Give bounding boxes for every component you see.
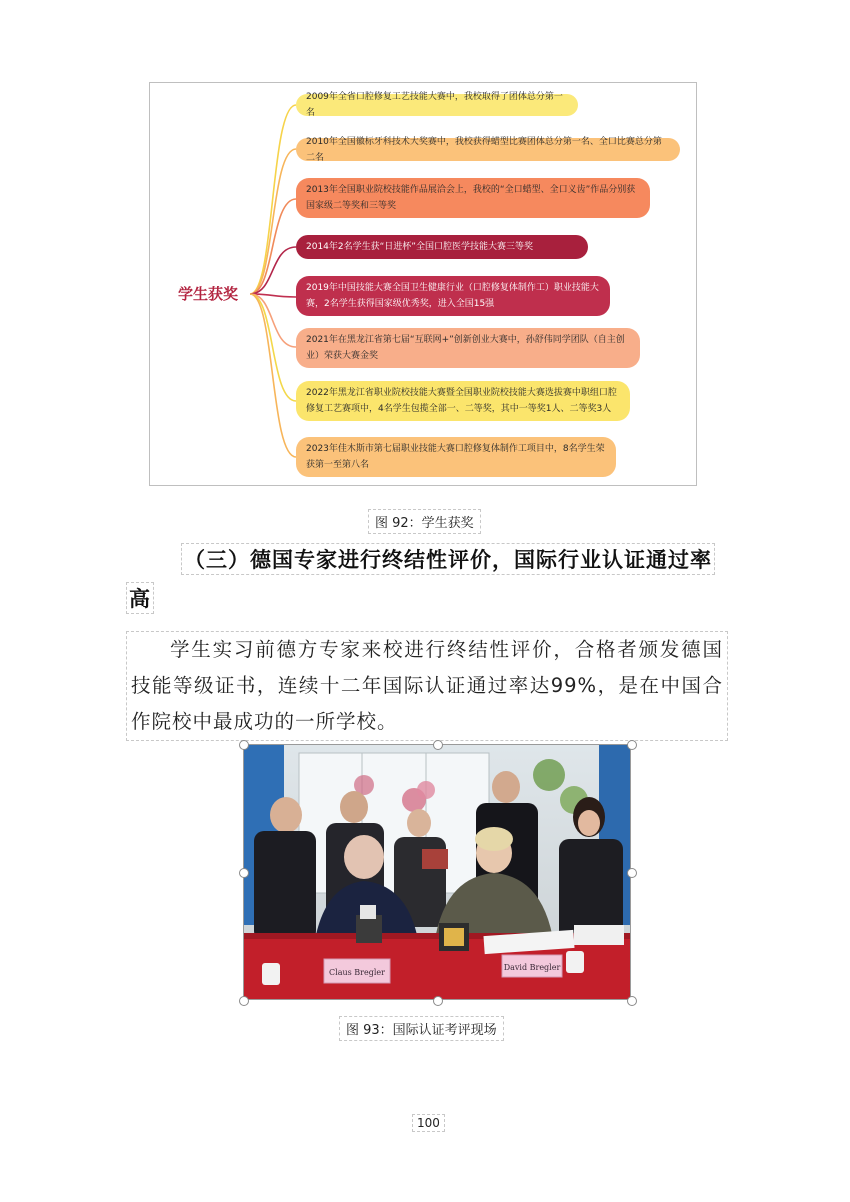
mindmap-root: 学生获奖 [178, 285, 239, 303]
award-node: 2023年佳木斯市第七届职业技能大赛口腔修复体制作工项目中，8名学生荣获第一至第八名 [296, 437, 616, 477]
award-node: 2019年中国技能大赛全国卫生健康行业（口腔修复体制作工）职业技能大赛，2名学生获得国家级优秀奖，进入全国15强 [296, 276, 610, 316]
award-node: 2010年全国徽标牙科技术大奖赛中，我校获得蜡型比赛团体总分第一名、全口比赛总分第二名 [296, 138, 680, 161]
award-node: 2022年黑龙江省职业院校技能大赛暨全国职业院校技能大赛选拔赛中职组口腔修复工艺赛项中，4名学生包揽全部一、二等奖，其中一等奖1人、二等奖3人 [296, 381, 630, 421]
photo-illustration [244, 745, 631, 1000]
section-heading: （三）德国专家进行终结性评价，国际行业认证通过率 [181, 543, 715, 575]
page-number: 100 [412, 1114, 445, 1132]
award-node: 2021年在黑龙江省第七届“互联网+”创新创业大赛中，孙舒伟同学团队（自主创业）荣获大赛金奖 [296, 328, 640, 368]
resize-handle[interactable] [627, 996, 637, 1006]
resize-handle[interactable] [239, 868, 249, 878]
section-heading-continued: 高 [126, 582, 154, 614]
certification-photo [243, 744, 631, 1000]
resize-handle[interactable] [627, 740, 637, 750]
figure-caption: 图 93：国际认证考评现场 [339, 1016, 504, 1041]
award-node: 2009年全省口腔修复工艺技能大赛中，我校取得了团体总分第一名 [296, 94, 578, 116]
award-node: 2013年全国职业院校技能作品展洽会上，我校的“全口蜡型、全口义齿”作品分别获国家级二等奖和三等奖 [296, 178, 650, 218]
award-node: 2014年2名学生获“日进杯”全国口腔医学技能大赛三等奖 [296, 235, 588, 259]
resize-handle[interactable] [239, 996, 249, 1006]
body-paragraph: 学生实习前德方专家来校进行终结性评价，合格者颁发德国技能等级证书，连续十二年国际认证通过率达99%，是在中国合作院校中最成功的一所学校。 [126, 631, 728, 741]
nameplate-left: Claus Bregler [329, 968, 385, 977]
resize-handle[interactable] [433, 740, 443, 750]
nameplate-right: David Bregler [503, 963, 561, 972]
awards-mindmap [149, 82, 697, 486]
resize-handle[interactable] [433, 996, 443, 1006]
resize-handle[interactable] [239, 740, 249, 750]
figure-caption: 图 92：学生获奖 [368, 509, 481, 534]
resize-handle[interactable] [627, 868, 637, 878]
